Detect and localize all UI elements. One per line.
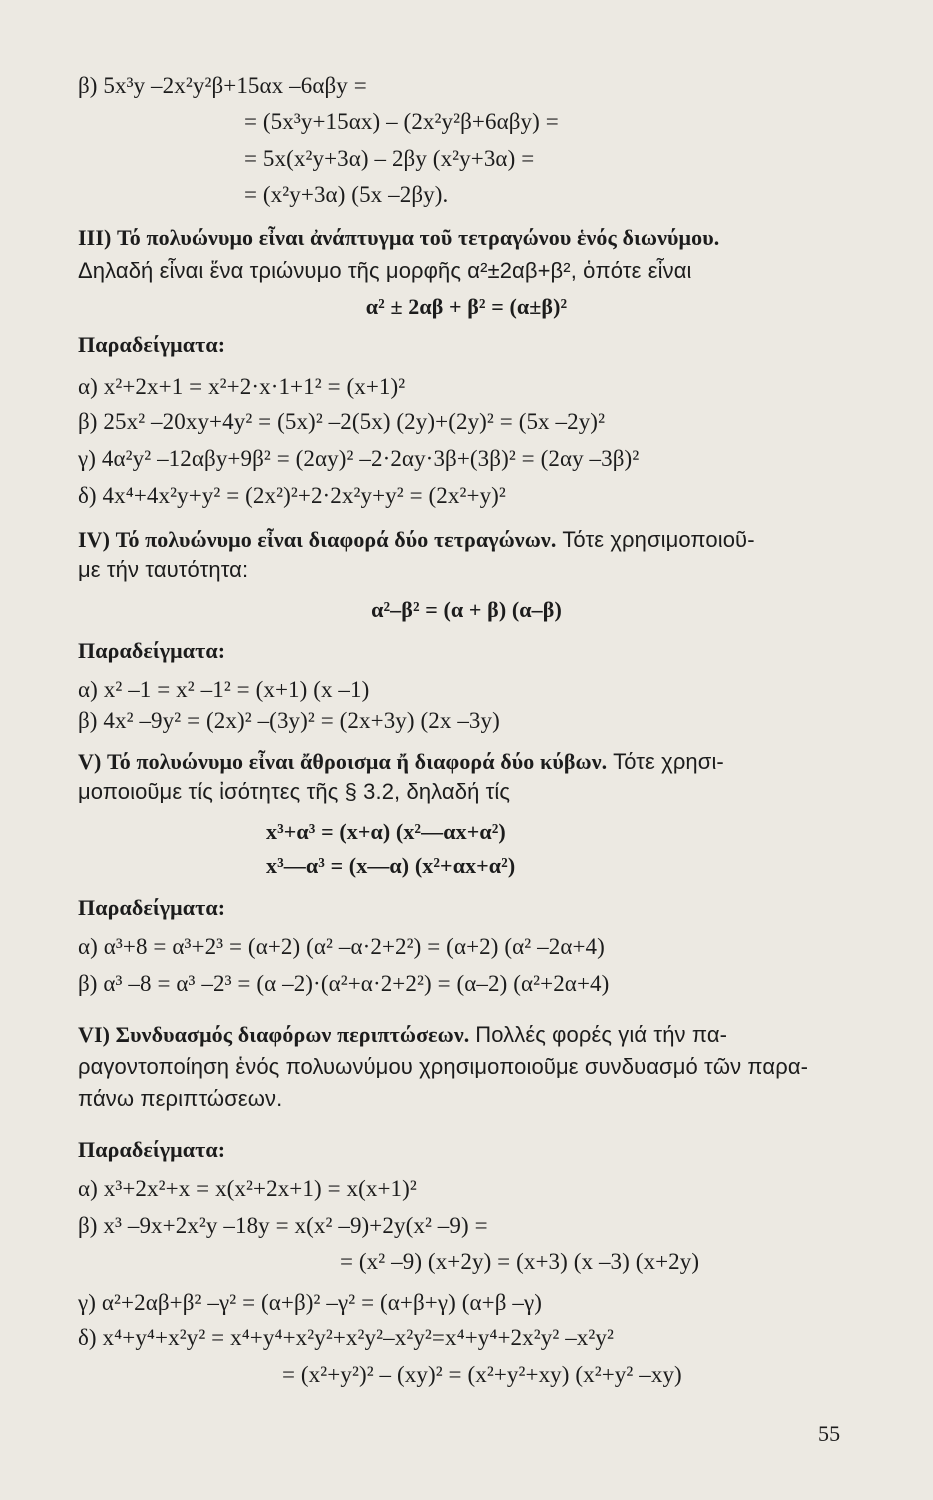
case6-text-1: ραγοντοποίηση ἑνός πολυωνύμου χρησιμοποιοῦμε συνδυασμό τῶν παρα- — [78, 1054, 809, 1079]
case5-heading-tail: Τότε χρησι- — [613, 749, 724, 774]
case4-heading-line — [78, 526, 755, 554]
case6-heading-tail: Πολλές φορές γιά τήν πα- — [475, 1022, 728, 1047]
case6-heading-line — [78, 1021, 727, 1049]
case5-text: μοποιοῦμε τίς ἰσότητες τῆς § 3.2, δηλαδή τίς — [78, 779, 511, 804]
case6-example-c: γ) α²+2αβ+β² –γ² = (α+β)² –γ² = (α+β+γ) (α+β –γ) — [78, 1290, 542, 1315]
case6-example-b-1: β) x³ –9x+2x²y –18y = x(x² –9)+2y(x² –9) = — [78, 1213, 488, 1238]
case6-examples-label: Παραδείγματα: — [78, 1137, 226, 1162]
case6-example-d-2: = (x²+y²)² – (xy)² = (x²+y²+xy) (x²+y² –xy) — [282, 1362, 682, 1387]
case4-example-a: α) x² –1 = x² –1² = (x+1) (x –1) — [78, 677, 370, 702]
case3-example-c: γ) 4α²y² –12αβy+9β² = (2αy)² –2·2αy·3β+(3β)² = (2αy –3β)² — [78, 446, 640, 471]
case6-example-d-1: δ) x⁴+y⁴+x²y² = x⁴+y⁴+x²y²+x²y²–x²y²=x⁴+y⁴+2x²y² –x²y² — [78, 1325, 614, 1350]
case5-example-a: α) α³+8 = α³+2³ = (α+2) (α² –α·2+2²) = (α+2) (α² –2α+4) — [78, 934, 605, 959]
case4-text: με τήν ταυτότητα: — [78, 557, 249, 582]
case6-heading: VI) Συνδυασμός διαφόρων περιπτώσεων. — [78, 1022, 470, 1047]
page-number: 55 — [818, 1421, 841, 1446]
case5-example-b: β) α³ –8 = α³ –2³ = (α –2)·(α²+α·2+2²) = (α–2) (α²+2α+4) — [78, 971, 610, 996]
case4-examples-label: Παραδείγματα: — [78, 638, 226, 663]
case6-example-a: α) x³+2x²+x = x(x²+2x+1) = x(x+1)² — [78, 1176, 417, 1201]
case3-examples-label: Παραδείγματα: — [78, 332, 226, 357]
case3-heading: III) Τό πολυώνυμο εἶναι ἀνάπτυγμα τοῦ τετραγώνου ἑνός διωνύμου. — [78, 225, 720, 250]
beta-line-1: β) 5x³y –2x²y²β+15αx –6αβy = — [78, 73, 367, 98]
case5-formula-sum: x³+α³ = (x+α) (x²—αx+α²) — [266, 819, 506, 844]
case3-formula: α² ± 2αβ + β² = (α±β)² — [365, 294, 568, 319]
case4-example-b: β) 4x² –9y² = (2x)² –(3y)² = (2x+3y) (2x –3y) — [78, 708, 500, 733]
case6-text-2: πάνω περιπτώσεων. — [78, 1086, 283, 1111]
case4-heading: IV) Τό πολυώνυμο εἶναι διαφορά δύο τετραγώνων. — [78, 527, 557, 552]
case5-heading: V) Τό πολυώνυμο εἶναι ἄθροισμα ἤ διαφορά δύο κύβων. — [78, 749, 608, 774]
case4-formula: α²–β² = (α + β) (α–β) — [371, 597, 562, 622]
case5-heading-line — [78, 748, 724, 776]
case6-example-b-2: = (x² –9) (x+2y) = (x+3) (x –3) (x+2y) — [340, 1249, 700, 1274]
beta-line-4: = (x²y+3α) (5x –2βy). — [244, 182, 449, 207]
case3-example-b: β) 25x² –20xy+4y² = (5x)² –2(5x) (2y)+(2y)² = (5x –2y)² — [78, 409, 606, 434]
beta-line-2: = (5x³y+15αx) – (2x²y²β+6αβy) = — [244, 109, 559, 134]
case3-example-d: δ) 4x⁴+4x²y+y² = (2x²)²+2·2x²y+y² = (2x²+y)² — [78, 483, 506, 508]
case5-examples-label: Παραδείγματα: — [78, 895, 226, 920]
case4-heading-tail: Τότε χρησιμοποιοῦ- — [562, 527, 755, 552]
beta-line-3: = 5x(x²y+3α) – 2βy (x²y+3α) = — [244, 146, 535, 171]
case5-formula-diff: x³—α³ = (x—α) (x²+αx+α²) — [266, 853, 516, 878]
case3-text: Δηλαδή εἶναι ἕνα τριώνυμο τῆς μορφῆς α²±2αβ+β², ὁπότε εἶναι — [78, 258, 692, 283]
case3-example-a: α) x²+2x+1 = x²+2·x·1+1² = (x+1)² — [78, 374, 406, 399]
